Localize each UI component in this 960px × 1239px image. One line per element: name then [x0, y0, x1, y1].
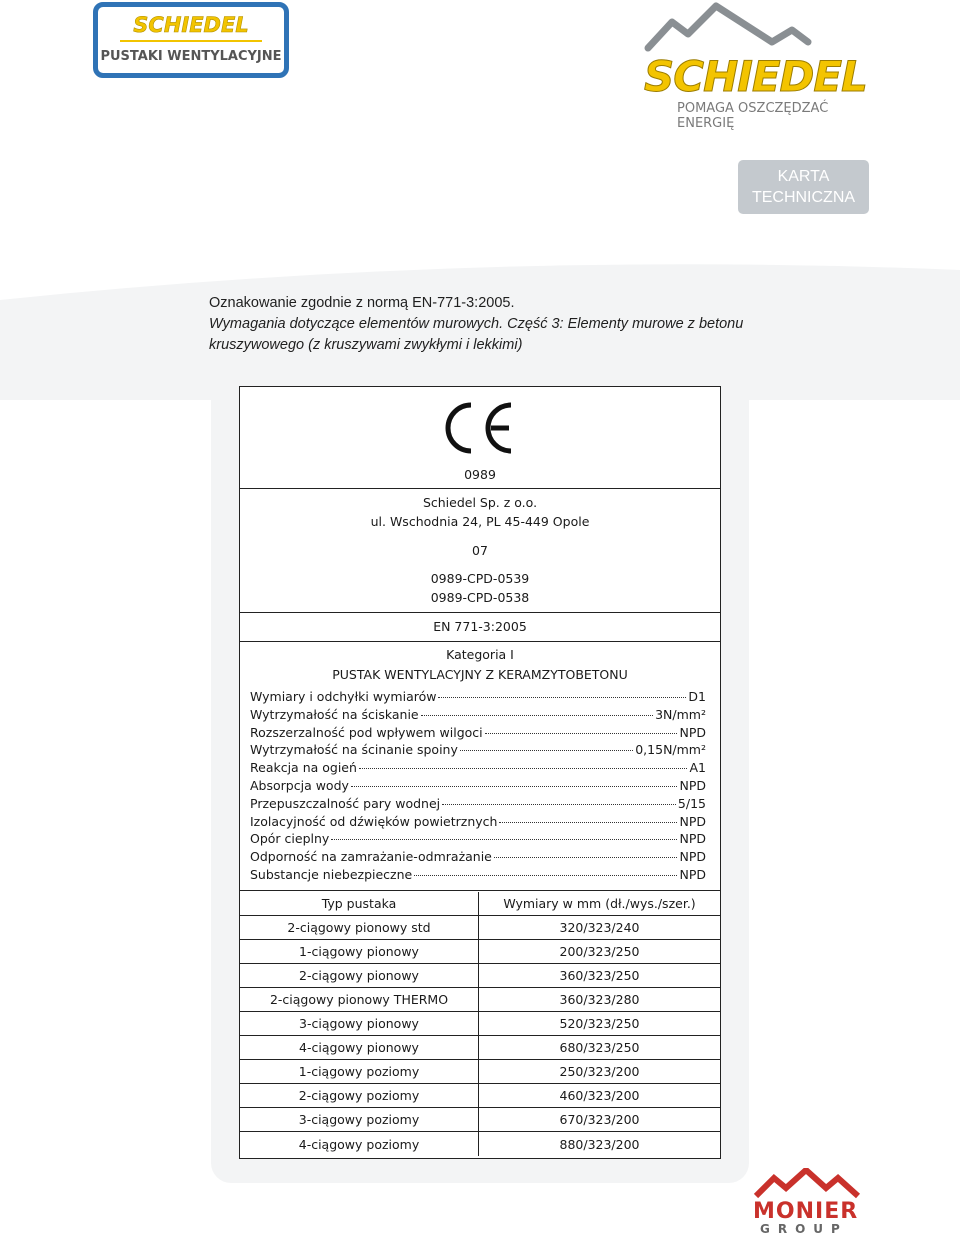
table-cell-type: 1-ciągowy pionowy [240, 940, 479, 963]
document-type-line2: TECHNICZNA [751, 189, 856, 206]
table-row [240, 988, 720, 1012]
table-cell-type: 2-ciągowy pionowy [240, 964, 479, 987]
property-label: Przepuszczalność pary wodnej [250, 795, 441, 811]
intro-line-3: kruszywowego (z kruszywami zwykłymi i lekkimi) [209, 337, 523, 353]
table-cell-dimensions: 360/323/250 [559, 968, 640, 983]
property-value: D1 [688, 689, 706, 704]
table-cell-dimensions: 250/323/200 [559, 1064, 640, 1079]
property-value: 3N/mm² [655, 706, 706, 722]
table-row [240, 964, 720, 988]
table-cell-dimensions: 680/323/250 [559, 1040, 640, 1055]
dimensions-table [240, 892, 720, 1156]
property-value: NPD [679, 866, 706, 882]
divider [240, 612, 720, 613]
table-row [240, 1084, 720, 1108]
properties-list [250, 689, 706, 885]
schiedel-wordmark: SCHIEDEL [644, 52, 867, 101]
property-value: NPD [679, 831, 706, 847]
property-value: NPD [679, 849, 706, 865]
property-row [250, 867, 706, 885]
badge-subtitle: PUSTAKI WENTYLACYJNE [100, 49, 282, 64]
year-mark: 07 [472, 543, 488, 558]
ce-mark-icon [441, 399, 521, 457]
table-row [240, 1060, 720, 1084]
table-header-row [240, 892, 720, 916]
property-value: A1 [689, 760, 706, 776]
table-cell-dimensions: 200/323/250 [559, 944, 640, 959]
property-label: Odporność na zamrażanie-odmrażanie [250, 849, 492, 865]
schiedel-tagline: POMAGA OSZCZĘDZAĆ ENERGIĘ [677, 101, 829, 131]
monier-group-text: GROUP [760, 1222, 848, 1236]
product-name: PUSTAK WENTYLACYJNY Z KERAMZYTOBETONU [332, 667, 628, 682]
table-row [240, 916, 720, 940]
schiedel-logo [640, 0, 880, 131]
property-row [250, 689, 706, 707]
property-label: Absorpcja wody [250, 777, 349, 793]
property-row [250, 725, 706, 743]
property-value: 5/15 [677, 795, 706, 811]
property-row [250, 742, 706, 760]
column-header-dimensions: Wymiary w mm (dł./wys./szer.) [503, 896, 696, 911]
table-cell-type: 4-ciągowy poziomy [240, 1132, 479, 1156]
property-label: Reakcja na ogień [250, 760, 357, 776]
certificate-2: 0989-CPD-0538 [430, 590, 530, 605]
table-cell-dimensions: 520/323/250 [559, 1016, 640, 1031]
table-cell-type: 4-ciągowy pionowy [240, 1036, 479, 1059]
monier-roof-icon [750, 1168, 870, 1200]
divider [240, 641, 720, 642]
property-label: Substancje niebezpieczne [250, 866, 413, 882]
property-label: Izolacyjność od dźwięków powietrznych [250, 813, 498, 829]
table-cell-dimensions: 320/323/240 [559, 920, 640, 935]
property-label: Wytrzymałość na ścinanie spoiny [250, 742, 458, 758]
notified-body-number: 0989 [464, 467, 496, 482]
table-cell-type: 2-ciągowy pionowy THERMO [240, 988, 479, 1011]
badge-divider [120, 40, 262, 42]
table-cell-dimensions: 460/323/200 [559, 1088, 640, 1103]
intro-text [209, 293, 809, 356]
table-cell-dimensions: 880/323/200 [559, 1136, 640, 1152]
product-line-badge [93, 2, 289, 78]
property-row [250, 796, 706, 814]
table-cell-type: 1-ciągowy poziomy [240, 1060, 479, 1083]
table-cell-dimensions: 670/323/200 [559, 1112, 640, 1127]
property-label: Opór cieplny [250, 831, 330, 847]
certificate-1: 0989-CPD-0539 [430, 571, 530, 586]
column-header-type: Typ pustaka [240, 892, 479, 915]
property-label: Wytrzymałość na ściskanie [250, 706, 419, 722]
property-value: NPD [679, 724, 706, 740]
table-row [240, 1036, 720, 1060]
monier-logo [750, 1168, 870, 1238]
property-value: NPD [679, 813, 706, 829]
table-row [240, 1132, 720, 1156]
property-row [250, 760, 706, 778]
property-label: Rozszerzalność pod wpływem wilgoci [250, 724, 483, 740]
badge-brand-logo: SCHIEDEL [133, 13, 249, 37]
document-type-line1: KARTA [777, 168, 830, 185]
property-row [250, 814, 706, 832]
property-row [250, 849, 706, 867]
table-cell-dimensions: 360/323/280 [559, 992, 640, 1007]
divider [240, 890, 720, 891]
table-cell-type: 2-ciągowy pionowy std [240, 916, 479, 939]
company-name: Schiedel Sp. z o.o. [422, 495, 538, 510]
property-row [250, 831, 706, 849]
intro-line-1: Oznakowanie zgodnie z normą EN-771-3:2005. [209, 295, 515, 311]
table-cell-type: 2-ciągowy poziomy [240, 1084, 479, 1107]
table-row [240, 1012, 720, 1036]
company-address: ul. Wschodnia 24, PL 45-449 Opole [370, 514, 590, 529]
property-value: NPD [679, 777, 706, 793]
intro-line-2: Wymagania dotyczące elementów murowych. Część 3: Elementy murowe z betonu [209, 316, 744, 332]
property-value: 0,15N/mm² [635, 742, 706, 758]
table-cell-type: 3-ciągowy pionowy [240, 1012, 479, 1035]
monier-wordmark: MONIER [753, 1199, 859, 1224]
divider [240, 488, 720, 489]
document-type-badge [738, 160, 869, 214]
table-row [240, 940, 720, 964]
table-row [240, 1108, 720, 1132]
property-row [250, 707, 706, 725]
ce-label-card [239, 386, 721, 1159]
table-cell-type: 3-ciągowy poziomy [240, 1108, 479, 1131]
property-row [250, 778, 706, 796]
standard: EN 771-3:2005 [433, 619, 527, 634]
category: Kategoria I [446, 647, 514, 662]
property-label: Wymiary i odchyłki wymiarów [250, 689, 437, 704]
